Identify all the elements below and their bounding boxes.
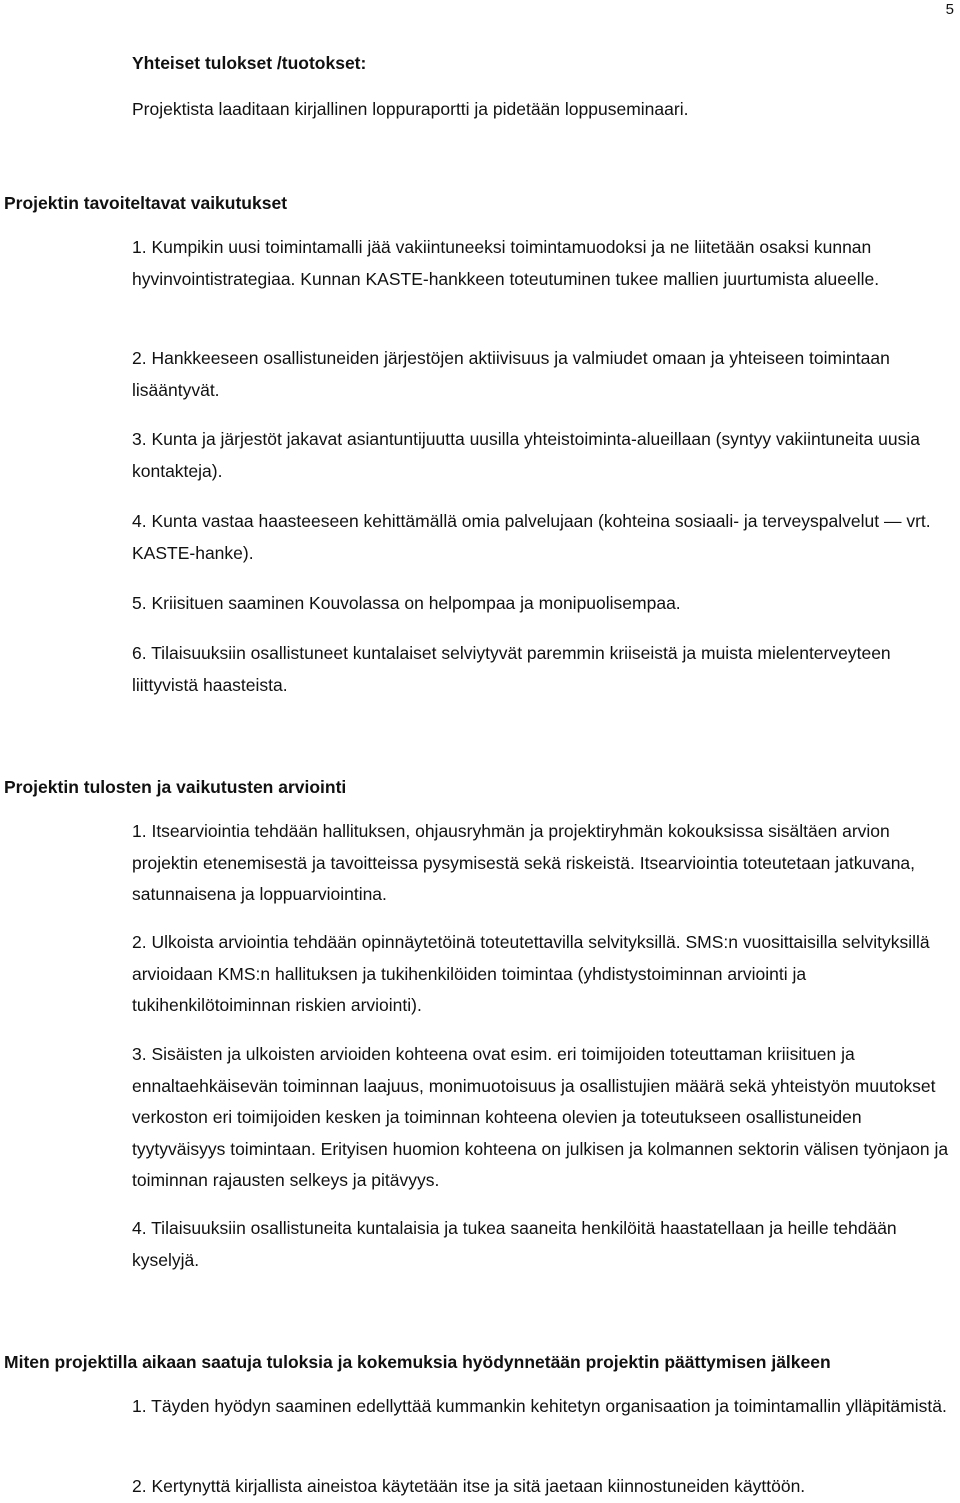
evaluation-item-4: 4. Tilaisuuksiin osallistuneita kuntalaisia ja tukea saaneita henkilöitä haastatellaan ja heille tehdään kyselyjä.	[132, 1218, 897, 1270]
evaluation-item-3: 3. Sisäisten ja ulkoisten arvioiden kohteena ovat esim. eri toimijoiden toteuttaman kriisituen ja ennaltaehkäisevän toiminnan laajuus, monimuotoisuus ja osallistujien määrä sekä yhteistyön muutokset verkoston eri toimijoiden kesken ja toiminnan kohteena olevien ja toteutukseen osallistuneiden tyytyväisyys toimintaan. Erityisen huomion kohteena on julkisen ja kolmannen sektorin välisen työnjaon ja toiminnan rajausten selkeys ja pitävyys.	[132, 1044, 949, 1190]
shared-results-heading: Yhteiset tulokset /tuotokset:	[132, 53, 367, 73]
target-effects-heading: Projektin tavoiteltavat vaikutukset	[4, 193, 288, 213]
evaluation-item-1: 1. Itsearviointia tehdään hallituksen, ohjausryhmän ja projektiryhmän kokouksissa sisältäen arvion projektin etenemisestä ja tavoitteissa pysymisestä sekä riskeistä. Itsearviointia toteutetaan jatkuvana, satunnaisena ja loppuarviointina.	[132, 821, 916, 904]
utilization-item-2: 2. Kertynyttä kirjallista aineistoa käytetään itse ja sitä jaetaan kiinnostuneiden käyttöön.	[132, 1476, 806, 1496]
target-effect-item-1: 1. Kumpikin uusi toimintamalli jää vakiintuneeksi toimintamuodoksi ja ne liitetään osaksi kunnan hyvinvointistrategiaa. Kunnan KASTE-hankkeen toteutuminen tukee mallien juurtumista alueelle.	[132, 237, 880, 289]
evaluation-heading: Projektin tulosten ja vaikutusten arviointi	[4, 777, 347, 797]
utilization-item-1: 1. Täyden hyödyn saaminen edellyttää kummankin kehitetyn organisaation ja toimintamallin ylläpitämistä.	[132, 1396, 947, 1416]
evaluation-item-2: 2. Ulkoista arviointia tehdään opinnäytetöinä toteutettavilla selvityksillä. SMS:n vuosittaisilla selvityksillä arvioidaan KMS:n hallituksen ja tukihenkilöiden toimintaa (yhdistystoiminnan arviointi ja tukihenkilötoiminnan riskien arviointi).	[132, 932, 930, 1015]
target-effect-item-2: 2. Hankkeeseen osallistuneiden järjestöjen aktiivisuus ja valmiudet omaan ja yhteiseen toimintaan lisääntyvät.	[132, 348, 890, 400]
page-number: 5	[945, 1, 954, 18]
target-effect-item-4: 4. Kunta vastaa haasteeseen kehittämällä omia palvelujaan (kohteina sosiaali- ja terveyspalvelut — vrt. KASTE-hanke).	[132, 511, 931, 563]
utilization-heading: Miten projektilla aikaan saatuja tuloksia ja kokemuksia hyödynnetään projektin päättymisen jälkeen	[4, 1352, 831, 1372]
target-effect-item-5: 5. Kriisituen saaminen Kouvolassa on helpompaa ja monipuolisempaa.	[132, 593, 681, 613]
target-effect-item-6: 6. Tilaisuuksiin osallistuneet kuntalaiset selviytyvät paremmin kriiseistä ja muista mielenterveyteen liittyvistä haasteista.	[132, 643, 891, 695]
target-effect-item-3: 3. Kunta ja järjestöt jakavat asiantuntijuutta uusilla yhteistoiminta-alueillaan (syntyy vakiintuneita uusia kontakteja).	[132, 429, 920, 481]
shared-results-text: Projektista laaditaan kirjallinen loppuraportti ja pidetään loppuseminaari.	[132, 99, 689, 119]
